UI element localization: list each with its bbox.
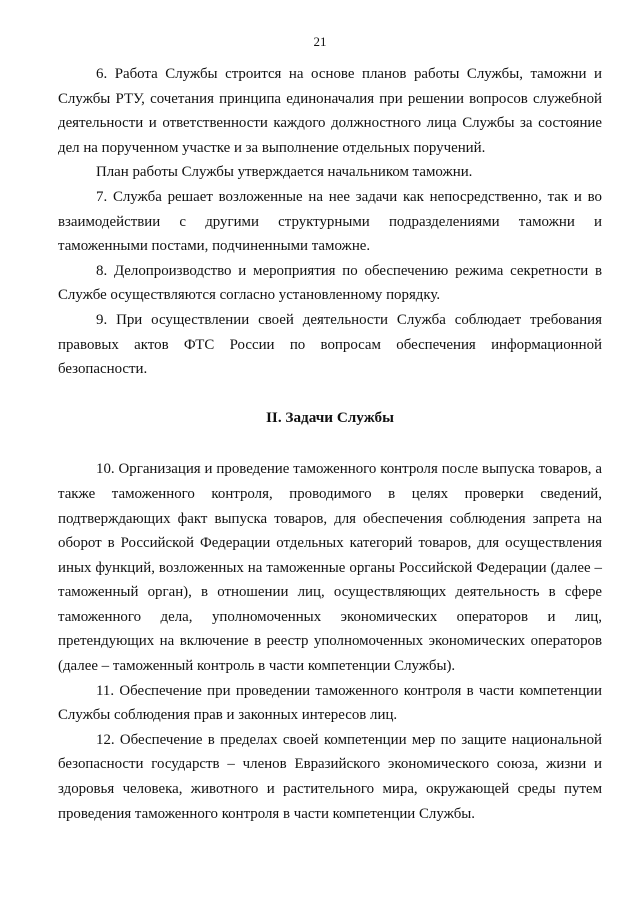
page-number: 21 xyxy=(313,34,327,49)
document-body xyxy=(58,62,602,826)
paragraph-9: 9. При осуществлении своей деятельности Служба соблюдает требования правовых актов ФТС России по вопросам обеспечения информационной безопасности. xyxy=(58,311,602,378)
section-heading: II. Задачи Службы xyxy=(266,408,394,426)
paragraph-7: 7. Служба решает возложенные на нее задачи как непосредственно, так и во взаимодействии с другими структурными подразделениями таможни и таможенными постами, подчиненными таможне. xyxy=(58,188,602,255)
paragraph-8: 8. Делопроизводство и мероприятия по обеспечению режима секретности в Службе осуществляются согласно установленному порядку. xyxy=(58,262,602,304)
paragraph-12: 12. Обеспечение в пределах своей компетенции мер по защите национальной безопасности государств – членов Евразийского экономического союза, жизни и здоровья человека, животного и растительного мира, окружающей среды путем проведения таможенного контроля в части компетенции Службы. xyxy=(58,731,602,822)
paragraph-6: 6. Работа Службы строится на основе планов работы Службы, таможни и Службы РТУ, сочетания принципа единоначалия при решении вопросов служебной деятельности и ответственности каждого должностного лица Службы за состояние дел на порученном участке и за выполнение отдельных поручений. xyxy=(58,66,602,156)
paragraph-plan-approval: План работы Службы утверждается начальником таможни. xyxy=(96,164,473,181)
paragraph-10: 10. Организация и проведение таможенного контроля после выпуска товаров, а также таможенного контроля, проводимого в целях проверки сведений, подтверждающих факт выпуска товаров, для обеспечения соблюдения запрета на оборот в Российской Федерации отдельных категорий товаров, для осуществления иных функций, возложенных на таможенные органы Российской Федерации (далее – таможенный орган), в отношении лиц, осуществляющих деятельность в сфере таможенного дела, уполномоченных экономических операторов и лиц, претендующих на включение в реестр уполномоченных экономических операторов (далее – таможенный контроль в части компетенции Службы). xyxy=(58,461,602,675)
paragraph-11: 11. Обеспечение при проведении таможенного контроля в части компетенции Службы соблюдения прав и законных интересов лиц. xyxy=(58,682,602,724)
